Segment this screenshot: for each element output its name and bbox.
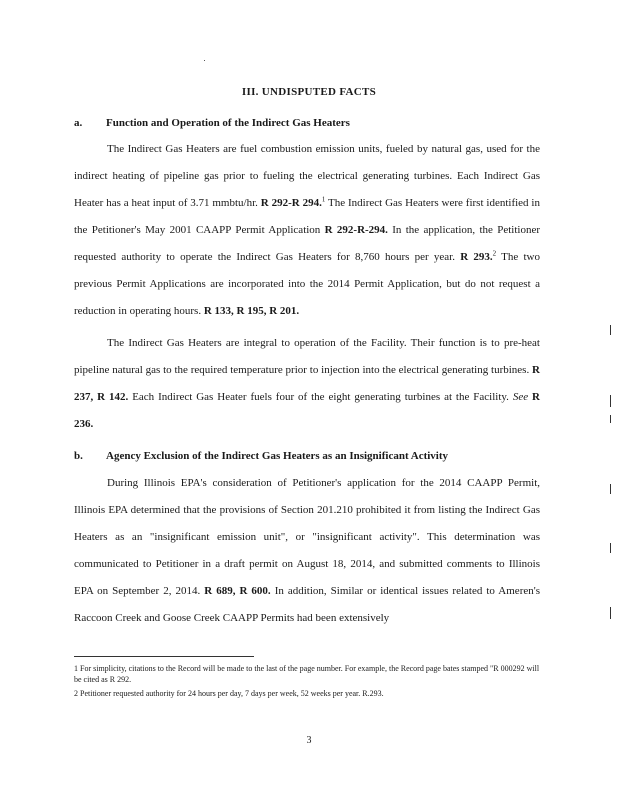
record-cite: R 236.: [74, 391, 540, 430]
record-cite: R 292-R 294.: [260, 197, 322, 209]
record-cite: R 689, R 600.: [204, 585, 271, 597]
margin-mark: [610, 415, 611, 423]
margin-mark: [610, 395, 611, 407]
text: The two previous Permit Applications are incorporated into the 2014 Permit Application, but do not request a reduction in operating hours.: [74, 251, 540, 317]
subheading-a-title: Function and Operation of the Indirect Gas Heaters: [106, 117, 350, 129]
paragraph-operation: [74, 330, 540, 438]
paragraph-exclusion: [74, 470, 540, 632]
section-title: III. UNDISPUTED FACTS: [241, 86, 377, 98]
record-cite: R 292-R-294.: [324, 224, 388, 236]
see-signal: See: [512, 391, 529, 403]
footnote-divider: [74, 656, 254, 657]
subheading-a: [74, 117, 350, 129]
margin-mark: [610, 484, 611, 494]
text: In addition, Similar or identical issues related to Ameren's Raccoon Creek and Goose Creek CAAPP Permits had been extensively: [74, 585, 540, 624]
footnote-ref: 1: [321, 195, 326, 204]
text: The Indirect Gas Heaters were first identified in the Petitioner's May 2001 CAAPP Permit Application: [74, 197, 540, 236]
subheading-b: [74, 450, 448, 462]
margin-mark: [610, 607, 611, 619]
text: The Indirect Gas Heaters are fuel combustion emission units, fueled by natural gas, used for the indirect heating of pipeline gas prior to fueling the electrical generating turbines. Each Indirect Gas Heater has a heat input of 3.71 mmbtu/hr.: [74, 143, 540, 209]
text: In the application, the Petitioner requested authority to operate the Indirect Gas Heaters for 8,760 hours per year.: [74, 224, 541, 263]
subheading-b-title: Agency Exclusion of the Indirect Gas Heaters as an Insignificant Activity: [106, 450, 449, 462]
margin-mark: [610, 325, 611, 335]
footnote-1: 1 For simplicity, citations to the Record will be made to the last of the page number. For example, the Record page bates stamped "R 000292 will be cited as R 292.: [74, 664, 540, 684]
footnote-2: 2 Petitioner requested authority for 24 hours per day, 7 days per week, 52 weeks per year. R.293.: [74, 689, 384, 698]
text: Each Indirect Gas Heater fuels four of the eight generating turbines at the Facility.: [128, 391, 513, 403]
scan-speck: [204, 60, 205, 61]
paragraph-function: [74, 136, 540, 325]
record-cite: R 133, R 195, R 201.: [203, 305, 300, 317]
footnote-ref: 2: [492, 249, 497, 258]
page-number: 3: [306, 735, 312, 746]
subheading-a-letter: a.: [74, 117, 83, 129]
text: The Indirect Gas Heaters are integral to operation of the Facility. Their function is to pre-heat pipeline natural gas to the required temperature prior to injection into the electrical generating turbines.: [74, 337, 540, 376]
record-cite: R 237, R 142.: [74, 364, 540, 403]
text: During Illinois EPA's consideration of Petitioner's application for the 2014 CAAPP Permit, Illinois EPA determined that the provisions of Section 201.210 prohibited it from listing the Indirect Gas Heaters as an "insignificant emission unit", or "insignificant activity". This determination was communicated to Petitioner in a draft permit on August 18, 2014, and submitted comments to Illinois EPA on September 2, 2014.: [74, 477, 540, 597]
subheading-b-letter: b.: [74, 450, 83, 462]
record-cite: R 293.: [460, 251, 493, 263]
margin-mark: [610, 543, 611, 553]
